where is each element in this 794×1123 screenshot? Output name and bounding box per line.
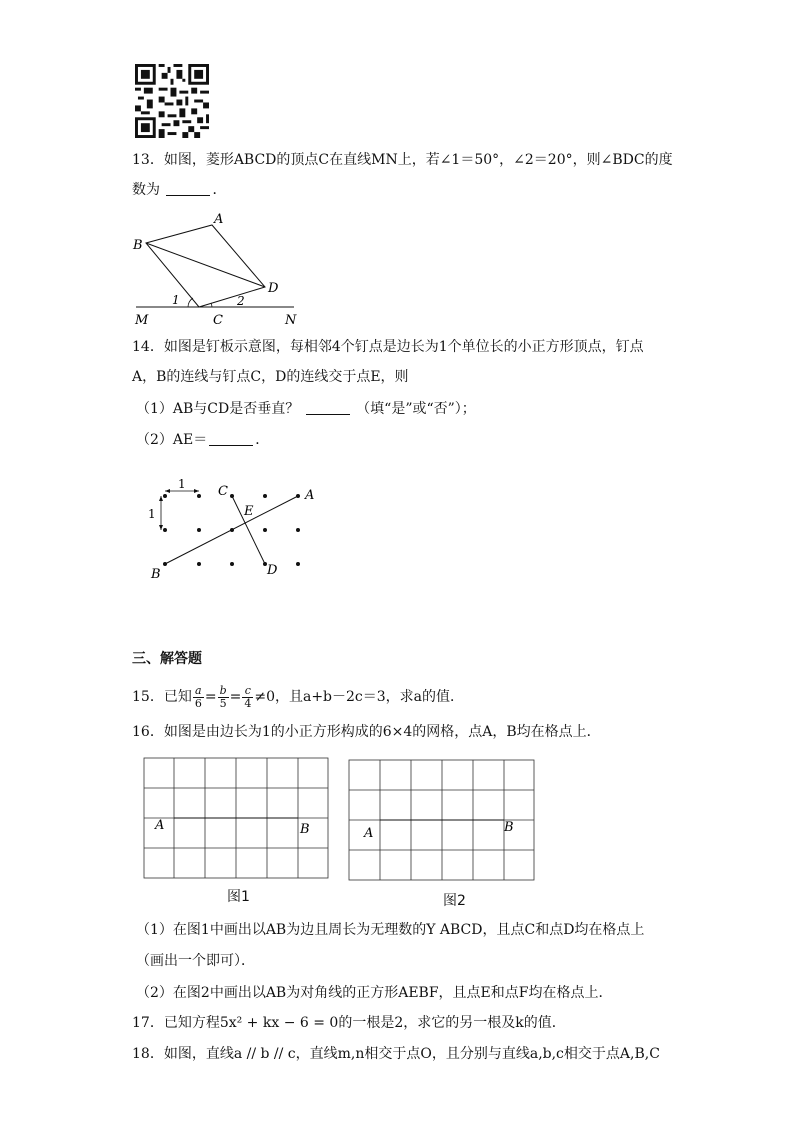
q13-label-a: A xyxy=(214,212,224,227)
q16-grid-figure-1 xyxy=(140,754,334,882)
q13-answer-blank[interactable] xyxy=(166,181,210,196)
q13-label-n: N xyxy=(285,313,297,326)
q14-sub1 xyxy=(136,399,476,419)
q16-fig1-label-b: B xyxy=(300,822,310,837)
q16-fig1-label-a: A xyxy=(155,818,165,833)
q14-text-line2: A，B的连线与钉点C，D的连线交于点E，则 xyxy=(132,369,409,385)
q14-label-e: E xyxy=(244,504,254,519)
q16-text: 16．如图是由边长为1的小正方形构成的6×4的网格，点A，B均在格点上． xyxy=(132,724,601,740)
q14-sub1-blank[interactable] xyxy=(306,400,350,415)
q14-label-a: A xyxy=(305,488,315,503)
q13-end: ． xyxy=(212,182,227,198)
q13-rhombus-figure xyxy=(130,210,310,326)
q15-equals-1: = xyxy=(204,689,217,705)
q13-text-line2 xyxy=(132,180,226,200)
q14-sub1-text: （1）AB与CD是否垂直？ xyxy=(136,401,300,417)
q13-angle-1: 1 xyxy=(172,293,180,307)
q15-text xyxy=(132,683,464,711)
q14-sub2-blank[interactable] xyxy=(209,431,253,446)
q13-prefix: 数为 xyxy=(132,182,160,198)
q15-fraction-b5: $\frac{b}{5}$ xyxy=(219,683,227,710)
q14-pegboard-figure xyxy=(140,474,330,584)
q14-label-d: D xyxy=(267,563,278,578)
q13-text-line1: 13．如图，菱形ABCD的顶点C在直线MN上，若∠1＝50°，∠2＝20°，则∠BDC的度 xyxy=(132,152,673,168)
q14-label-c: C xyxy=(218,484,228,499)
q13-label-m: M xyxy=(135,313,149,326)
q13-label-b: B xyxy=(133,238,143,253)
q16-sub2: （2）在图2中画出以AB为对角线的正方形AEBF，且点E和点F均在格点上． xyxy=(136,985,613,1001)
q15-equals-2: = xyxy=(229,689,242,705)
q16-sub1-line1: （1）在图1中画出以AB为边且周长为无理数的Y ABCD，且点C和点D均在格点上 xyxy=(136,922,645,938)
q14-sub2-end: ． xyxy=(255,432,270,448)
q14-text-line1: 14．如图是钉板示意图，每相邻4个钉点是边长为1个单位长的小正方形顶点，钉点 xyxy=(132,339,644,355)
q14-unit-vertical: 1 xyxy=(148,507,156,521)
q14-sub2 xyxy=(136,430,269,450)
q15-prefix: 15．已知 xyxy=(132,689,192,705)
q13-angle-2: 2 xyxy=(237,294,245,308)
q16-fig1-caption: 图1 xyxy=(227,889,250,905)
q15-fraction-a6: $\frac{a}{6}$ xyxy=(194,683,202,710)
qr-code-image xyxy=(134,64,210,138)
q16-fig2-label-a: A xyxy=(364,826,374,841)
q14-sub1-hint: （填“是”或“否”）； xyxy=(356,401,476,417)
q14-sub2-text: （2）AE＝ xyxy=(136,432,208,448)
q14-unit-horizontal: 1 xyxy=(178,477,186,491)
q15-fraction-c4: $\frac{c}{4}$ xyxy=(244,683,252,710)
q16-fig2-caption: 图2 xyxy=(443,893,466,909)
q13-label-c: C xyxy=(213,313,223,326)
q16-fig2-label-b: B xyxy=(504,820,514,835)
q18-text: 18．如图，直线a // b // c，直线m,n相交于点O，且分别与直线a,b,c相交于点A,B,C xyxy=(132,1046,660,1062)
q15-suffix: ≠0，且a+b－2c＝3，求a的值． xyxy=(254,689,465,705)
q13-label-d: D xyxy=(268,281,279,296)
q14-label-b: B xyxy=(151,567,161,582)
q17-text: 17．已知方程5x² + kx − 6 = 0的一根是2，求它的另一根及k的值． xyxy=(132,1015,566,1031)
q16-sub1-line2: （画出一个即可）． xyxy=(136,953,255,969)
section-heading-solutions: 三、解答题 xyxy=(132,651,202,667)
q16-grid-figure-2 xyxy=(346,758,540,886)
